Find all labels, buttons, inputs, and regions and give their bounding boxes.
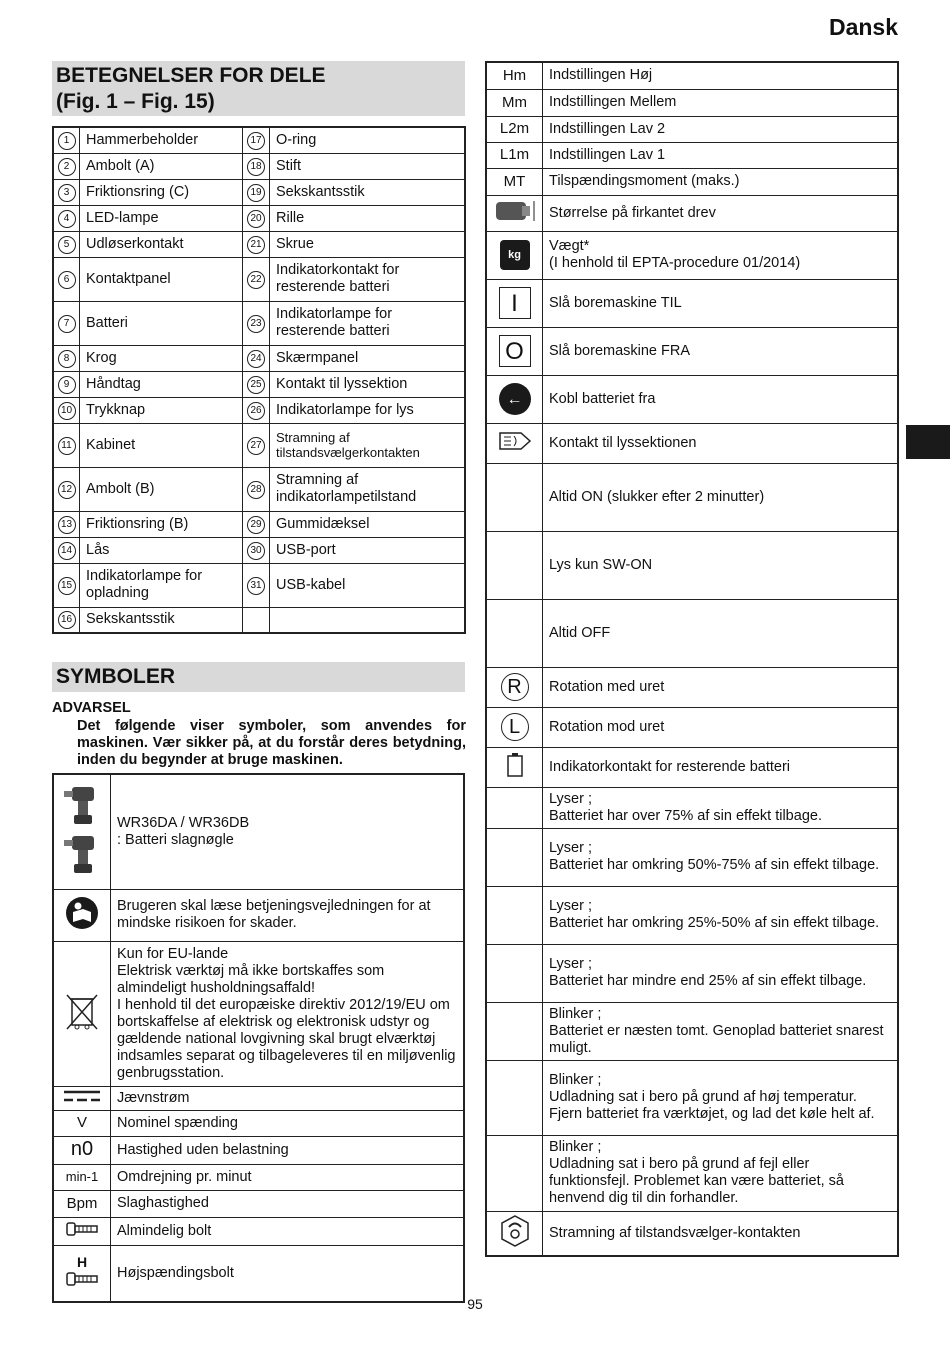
- part-number: 14: [58, 542, 76, 560]
- part-name: Kontaktpanel: [80, 257, 243, 301]
- symbol-description: Jævnstrøm: [111, 1086, 465, 1110]
- switch-off-icon: O: [499, 347, 531, 363]
- part-number: 24: [247, 350, 265, 368]
- symbol-cell: [486, 168, 543, 195]
- part-name: Kontakt til lyssektion: [270, 371, 466, 397]
- part-name: Håndtag: [80, 371, 243, 397]
- battery-check-icon: [504, 766, 526, 782]
- symbol-description: Slaghastighed: [111, 1190, 465, 1217]
- disconnect-battery-icon: ←: [499, 392, 531, 408]
- part-name: Ambolt (B): [80, 467, 243, 511]
- part-name: Hammerbeholder: [80, 127, 243, 153]
- symbol-text: L1m: [499, 146, 530, 163]
- symbol-description: Tilspændingsmoment (maks.): [543, 168, 899, 195]
- symbol-description: Kobl batteriet fra: [543, 375, 899, 423]
- symbol-row: [53, 1164, 464, 1190]
- square-drive-icon: [492, 212, 538, 228]
- symbol-description: Slå boremaskine FRA: [543, 327, 899, 375]
- direct-current-icon: [60, 1091, 104, 1107]
- symbol-cell: [486, 707, 543, 747]
- part-number: 9: [58, 376, 76, 394]
- part-number: 7: [58, 315, 76, 333]
- symbol-row: [486, 62, 898, 89]
- warning-text: Det følgende viser symboler, som anvendes for maskinen. Vær sikker på, at du forstår deres betydning, inden du begynder at bruge maskinen.: [77, 718, 466, 768]
- symbol-text: Bpm: [66, 1194, 98, 1212]
- part-name: Sekskantsstik: [270, 179, 466, 205]
- part-number: 29: [247, 516, 265, 534]
- part-number: 31: [247, 577, 265, 595]
- parts-row: [53, 467, 465, 511]
- symbol-row: [486, 599, 898, 667]
- parts-table: [52, 126, 466, 634]
- symbol-cell: [486, 195, 543, 231]
- part-name: O-ring: [270, 127, 466, 153]
- symbol-row: [486, 375, 898, 423]
- symbol-description: Lyser ; Batteriet har over 75% af sin effekt tilbage.: [543, 787, 899, 828]
- symbol-row: [486, 327, 898, 375]
- symbol-n0: n0: [70, 1137, 94, 1160]
- symbol-row: [486, 1002, 898, 1060]
- symbol-cell: [486, 747, 543, 787]
- symbol-row: [486, 747, 898, 787]
- symbol-cell: [53, 1245, 111, 1302]
- symbol-row: [486, 707, 898, 747]
- part-name: Ambolt (A): [80, 153, 243, 179]
- symbol-row: [486, 231, 898, 279]
- symbol-description: Almindelig bolt: [111, 1217, 465, 1245]
- symbol-row: [53, 1110, 464, 1136]
- symbol-cell: [486, 667, 543, 707]
- mode-selector-tighten-icon: [498, 1236, 532, 1252]
- part-name: USB-kabel: [270, 563, 466, 607]
- part-name: LED-lampe: [80, 205, 243, 231]
- symbol-cell: [486, 279, 543, 327]
- symbol-text: L2m: [499, 120, 530, 137]
- part-number: 5: [58, 236, 76, 254]
- part-name: USB-port: [270, 537, 466, 563]
- part-number: 22: [247, 271, 265, 289]
- part-number: 15: [58, 577, 76, 595]
- symbol-cell: [486, 1211, 543, 1256]
- part-number: 20: [247, 210, 265, 228]
- parts-row: [53, 153, 465, 179]
- symbol-row: [486, 142, 898, 168]
- symbol-cell: [486, 142, 543, 168]
- part-number: 19: [247, 184, 265, 202]
- part-name: Stift: [270, 153, 466, 179]
- bolt-icon: [65, 1225, 99, 1241]
- symbol-cell: [486, 1060, 543, 1135]
- symbol-description: Slå boremaskine TIL: [543, 279, 899, 327]
- symbol-description: Kun for EU-lande Elektrisk værktøj må ikke bortskaffes som almindeligt husholdningsaffald! I henhold til det europæiske direktiv 2012/19/EU om bortskaffelse af elektrisk og elektronisk udstyr og gældende national lovgivning skal brugt elværktøj indsamles separat og tilbageleveres til en miljøvenlig genbrugsstation.: [111, 941, 465, 1086]
- symbol-cell: [486, 531, 543, 599]
- symbol-cell: [486, 116, 543, 142]
- symbol-cell: [486, 828, 543, 886]
- part-number: 10: [58, 402, 76, 420]
- symbol-cell: [486, 463, 543, 531]
- part-name: Trykknap: [80, 397, 243, 423]
- language-label: Dansk: [828, 14, 898, 40]
- light-switch-icon: [497, 440, 533, 456]
- part-name: Gummidæksel: [270, 511, 466, 537]
- parts-row: [53, 423, 465, 467]
- part-name: Skrue: [270, 231, 466, 257]
- part-name: Skærmpanel: [270, 345, 466, 371]
- symbol-row: [486, 1211, 898, 1256]
- symbol-row: [486, 828, 898, 886]
- symbol-cell: [486, 599, 543, 667]
- symbol-row: [53, 774, 464, 889]
- symbol-row: [53, 1190, 464, 1217]
- symbol-row: [486, 116, 898, 142]
- part-number: 18: [247, 158, 265, 176]
- symbol-cell: [486, 62, 543, 89]
- rotation-counterclockwise-icon: L: [501, 721, 529, 737]
- symbol-row: [53, 1086, 464, 1110]
- symbol-row: [486, 531, 898, 599]
- symbol-cell: [486, 231, 543, 279]
- symbol-description: Indstillingen Mellem: [543, 89, 899, 116]
- symbol-text: V: [76, 1114, 87, 1131]
- symbol-description: Kontakt til lyssektionen: [543, 423, 899, 463]
- symbol-cell: [53, 1190, 111, 1217]
- part-name: Udløserkontakt: [80, 231, 243, 257]
- symbol-cell: [53, 1136, 111, 1164]
- symbol-cell: [486, 375, 543, 423]
- part-number: 11: [58, 437, 76, 455]
- symbol-description: Indstillingen Høj: [543, 62, 899, 89]
- part-number: 1: [58, 132, 76, 150]
- read-manual-icon: [65, 918, 99, 934]
- symbol-cell: [53, 774, 111, 889]
- symbol-row: [486, 1060, 898, 1135]
- symbols-section-title: SYMBOLER: [52, 662, 465, 692]
- part-name: Rille: [270, 205, 466, 231]
- symbol-description: Indstillingen Lav 1: [543, 142, 899, 168]
- part-name: Indikatorlampe for lys: [270, 397, 466, 423]
- symbol-row: [486, 667, 898, 707]
- symbol-row: [486, 463, 898, 531]
- symbol-row: [53, 941, 464, 1086]
- symbol-row: [486, 279, 898, 327]
- switch-on-icon: I: [499, 299, 531, 315]
- part-name: Indikatorkontakt for resterende batteri: [270, 257, 466, 301]
- symbol-cell: [486, 944, 543, 1002]
- symbol-description: Stramning af tilstandsvælger-kontakten: [543, 1211, 899, 1256]
- part-name: Kabinet: [80, 423, 243, 467]
- parts-row: [53, 301, 465, 345]
- symbol-description: Rotation mod uret: [543, 707, 899, 747]
- symbol-row: [486, 1135, 898, 1211]
- symbol-row: [486, 944, 898, 1002]
- part-name: Sekskantsstik: [80, 607, 243, 633]
- symbol-row: [53, 889, 464, 941]
- parts-row: [53, 397, 465, 423]
- symbol-description: Lys kun SW-ON: [543, 531, 899, 599]
- symbol-description: Brugeren skal læse betjeningsvejledningen for at mindske risikoen for skader.: [111, 889, 465, 941]
- symbol-cell: [53, 1217, 111, 1245]
- part-number: 21: [247, 236, 265, 254]
- symbol-cell: [486, 423, 543, 463]
- parts-row: [53, 205, 465, 231]
- symbol-description: Blinker ; Udladning sat i bero på grund af fejl eller funktionsfejl. Problemet kan være batteriet, så henvend dig til din forhandler.: [543, 1135, 899, 1211]
- part-number: 30: [247, 542, 265, 560]
- symbol-description: Højspændingsbolt: [111, 1245, 465, 1302]
- symbol-cell: [486, 327, 543, 375]
- symbol-row: [486, 886, 898, 944]
- part-number: 27: [247, 437, 265, 455]
- symbol-description: Blinker ; Udladning sat i bero på grund af høj temperatur. Fjern batteriet fra værktøjet, og lad det køle helt af.: [543, 1060, 899, 1135]
- symbol-row: [486, 423, 898, 463]
- high-tension-bolt-icon: H: [56, 1254, 108, 1291]
- crossed-bin-icon: [63, 1019, 101, 1035]
- part-number: 12: [58, 481, 76, 499]
- part-name: Krog: [80, 345, 243, 371]
- parts-row: [53, 257, 465, 301]
- part-number: 28: [247, 481, 265, 499]
- part-name: Lås: [80, 537, 243, 563]
- parts-row: [53, 127, 465, 153]
- symbol-cell: [53, 1164, 111, 1190]
- left-symbols-table: [52, 773, 465, 1303]
- symbol-row: [486, 195, 898, 231]
- parts-row: [53, 511, 465, 537]
- part-name: Stramning af tilstandsvælgerkontakten: [270, 423, 466, 467]
- impact-wrench-icon: [60, 815, 104, 880]
- part-number: 25: [247, 376, 265, 394]
- symbol-text: Hm: [502, 66, 527, 84]
- symbol-row: [486, 168, 898, 195]
- symbol-row: [53, 1136, 464, 1164]
- symbol-text: MT: [503, 172, 526, 190]
- symbol-cell: [53, 1110, 111, 1136]
- part-number: 23: [247, 315, 265, 333]
- part-number: 3: [58, 184, 76, 202]
- parts-section-title: [52, 61, 465, 116]
- parts-row: [53, 607, 465, 633]
- part-number: 16: [58, 611, 76, 629]
- symbol-cell: [486, 886, 543, 944]
- symbol-description: Hastighed uden belastning: [111, 1136, 465, 1164]
- symbol-text: [70, 1137, 94, 1160]
- part-name: Friktionsring (C): [80, 179, 243, 205]
- symbol-description: Blinker ; Batteriet er næsten tomt. Genoplad batteriet snarest muligt.: [543, 1002, 899, 1060]
- page-number: 95: [467, 1296, 483, 1312]
- symbol-row: [53, 1217, 464, 1245]
- symbol-description: Nominel spænding: [111, 1110, 465, 1136]
- part-name: [270, 607, 466, 633]
- symbol-cell: [486, 1135, 543, 1211]
- symbol-description: Omdrejning pr. minut: [111, 1164, 465, 1190]
- symbol-cell: [486, 89, 543, 116]
- symbol-cell: [486, 787, 543, 828]
- symbol-text: Mm: [502, 93, 527, 111]
- part-number: 17: [247, 132, 265, 150]
- symbol-description: Indstillingen Lav 2: [543, 116, 899, 142]
- symbol-cell: [53, 1086, 111, 1110]
- part-name: Stramning af indikatorlampetilstand: [270, 467, 466, 511]
- part-name: Batteri: [80, 301, 243, 345]
- part-name: Friktionsring (B): [80, 511, 243, 537]
- part-number: 2: [58, 158, 76, 176]
- symbol-description: Rotation med uret: [543, 667, 899, 707]
- symbol-row: [53, 1245, 464, 1302]
- part-number: 13: [58, 516, 76, 534]
- symbol-cell: [486, 1002, 543, 1060]
- part-number: 26: [247, 402, 265, 420]
- symbol-text: min-1: [65, 1169, 99, 1184]
- parts-row: [53, 563, 465, 607]
- part-number: 6: [58, 271, 76, 289]
- symbol-description: Størrelse på firkantet drev: [543, 195, 899, 231]
- parts-row: [53, 537, 465, 563]
- rotation-clockwise-icon: R: [501, 681, 529, 697]
- parts-row: [53, 345, 465, 371]
- symbol-description: Lyser ; Batteriet har omkring 50%-75% af sin effekt tilbage.: [543, 828, 899, 886]
- part-name: Indikatorlampe for resterende batteri: [270, 301, 466, 345]
- symbol-description: Altid ON (slukker efter 2 minutter): [543, 463, 899, 531]
- symbol-description: Indikatorkontakt for resterende batteri: [543, 747, 899, 787]
- section-tab-marker: [906, 425, 950, 459]
- part-name: Indikatorlampe for opladning: [80, 563, 243, 607]
- weight-icon: kg: [500, 246, 530, 262]
- part-number: 4: [58, 210, 76, 228]
- symbol-row: [486, 89, 898, 116]
- warning-heading: ADVARSEL: [52, 700, 131, 716]
- parts-row: [53, 179, 465, 205]
- symbol-description: Lyser ; Batteriet har mindre end 25% af sin effekt tilbage.: [543, 944, 899, 1002]
- symbol-description: Lyser ; Batteriet har omkring 25%-50% af sin effekt tilbage.: [543, 886, 899, 944]
- symbol-description: WR36DA / WR36DB : Batteri slagnøgle: [111, 774, 465, 889]
- parts-row: [53, 371, 465, 397]
- symbol-description: Altid OFF: [543, 599, 899, 667]
- symbol-row: [486, 787, 898, 828]
- symbol-cell: [53, 889, 111, 941]
- symbol-description: Vægt* (I henhold til EPTA-procedure 01/2014): [543, 231, 899, 279]
- part-number: 8: [58, 350, 76, 368]
- right-symbols-table: [485, 61, 899, 1257]
- parts-row: [53, 231, 465, 257]
- parts-title-line1: BETEGNELSER FOR DELE: [56, 64, 326, 87]
- parts-title-line2: (Fig. 1 – Fig. 15): [56, 90, 215, 113]
- symbol-cell: [53, 941, 111, 1086]
